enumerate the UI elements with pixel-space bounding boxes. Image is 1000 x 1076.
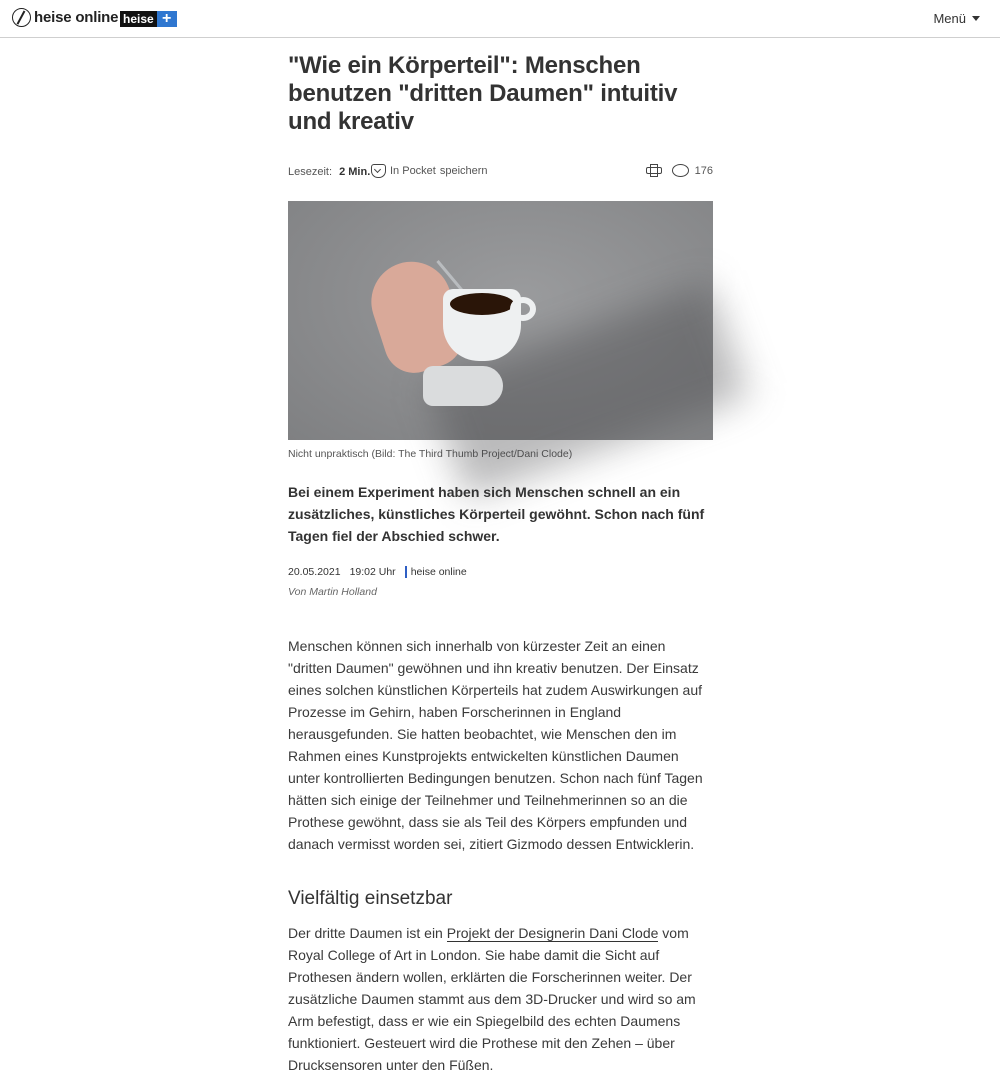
article-paragraph: Menschen können sich innerhalb von kürzester Zeit an einen "dritten Daumen" gewöhnen und ihn kreativ benutzen. Der Einsatz eines solchen künstlichen Körperteils hat zudem Auswirkungen auf Prozesse im Gehirn, haben Forscherinnen in England herausgefunden. Sie hatten beobachtet, wie Menschen den im Rahmen eines Kunstprojekts entwickelten künstlichen Daumen unter kontrollierten Bedingungen benutzen. Schon nach fünf Tagen hätten sich einige der Teilnehmer und Teilnehmerinnen so an die Prothese gewöhnt, dass sie als Teil des Körpers empfunden und danach vermisst worden sei, zitiert Gizmodo dessen Entwicklerin. [288,638,703,852]
pocket-label-save: speichern [439,165,488,177]
save-to-pocket-button[interactable] [371,164,492,178]
read-time-label: Lesezeit: [288,166,333,178]
article-tools [646,164,713,177]
heise-plus-logo[interactable] [120,11,177,27]
top-navigation-bar [0,0,1000,38]
heise-logo-icon [12,8,31,27]
article-title: "Wie ein Körperteil": Menschen benutzen "dritten Daumen" intuitiv und kreativ [288,52,678,135]
print-icon[interactable] [646,164,662,177]
read-time-value: 2 Min. [339,166,371,178]
heise-online-logo[interactable] [12,8,118,27]
paragraph-2-rest: vom Royal College of Art in London. Sie habe damit die Sicht auf Prothesen ändern wollen, erklärten die Forscherinnen weiter. Der zusätzliche Daumen stammt aus dem 3D-Drucker und wird so am Arm befestigt, dass er wie ein Spiegelbild des echten Daumens funktioniert. Gesteuert wird die Prothese mit den Zehen – über Drucksensoren unter den Füßen. [288,925,696,1073]
heise-plus-word: heise [120,11,157,27]
robotic-thumb-illustration [423,366,503,406]
article-lead: Bei einem Experiment haben sich Menschen schnell an ein zusätzliches, künstliches Körperteil gewöhnt. Schon nach fünf Tagen fiel der Abschied schwer. [288,484,705,544]
image-caption: Nicht unpraktisch (Bild: The Third Thumb Project/Dani Clode) [288,448,573,460]
read-time [288,166,370,178]
menu-label: Menü [933,11,966,26]
article [288,52,713,1076]
comment-count[interactable]: 176 [694,164,713,177]
paragraph-2-intro: Der dritte Daumen ist ein [288,925,447,941]
menu-button[interactable] [933,11,980,26]
article-meta-bar [288,164,713,184]
publish-time: 19:02 Uhr [349,566,396,578]
section-heading: Vielfältig einsetzbar [288,888,453,909]
comment-icon[interactable] [672,164,689,177]
article-hero-image [288,201,713,440]
publish-date: 20.05.2021 [288,566,341,578]
designer-project-link[interactable]: Projekt der Designerin Dani Clode [446,925,659,941]
chevron-down-icon [972,16,980,21]
logo-text: heise online [34,9,119,26]
article-paragraph-2 [288,922,713,1076]
pocket-label: In Pocket [390,165,436,177]
author: Von Martin Holland [288,586,377,598]
publication-info [288,566,713,578]
pocket-icon [371,164,386,178]
source-label: heise online [405,566,467,578]
plus-icon: + [157,11,177,27]
